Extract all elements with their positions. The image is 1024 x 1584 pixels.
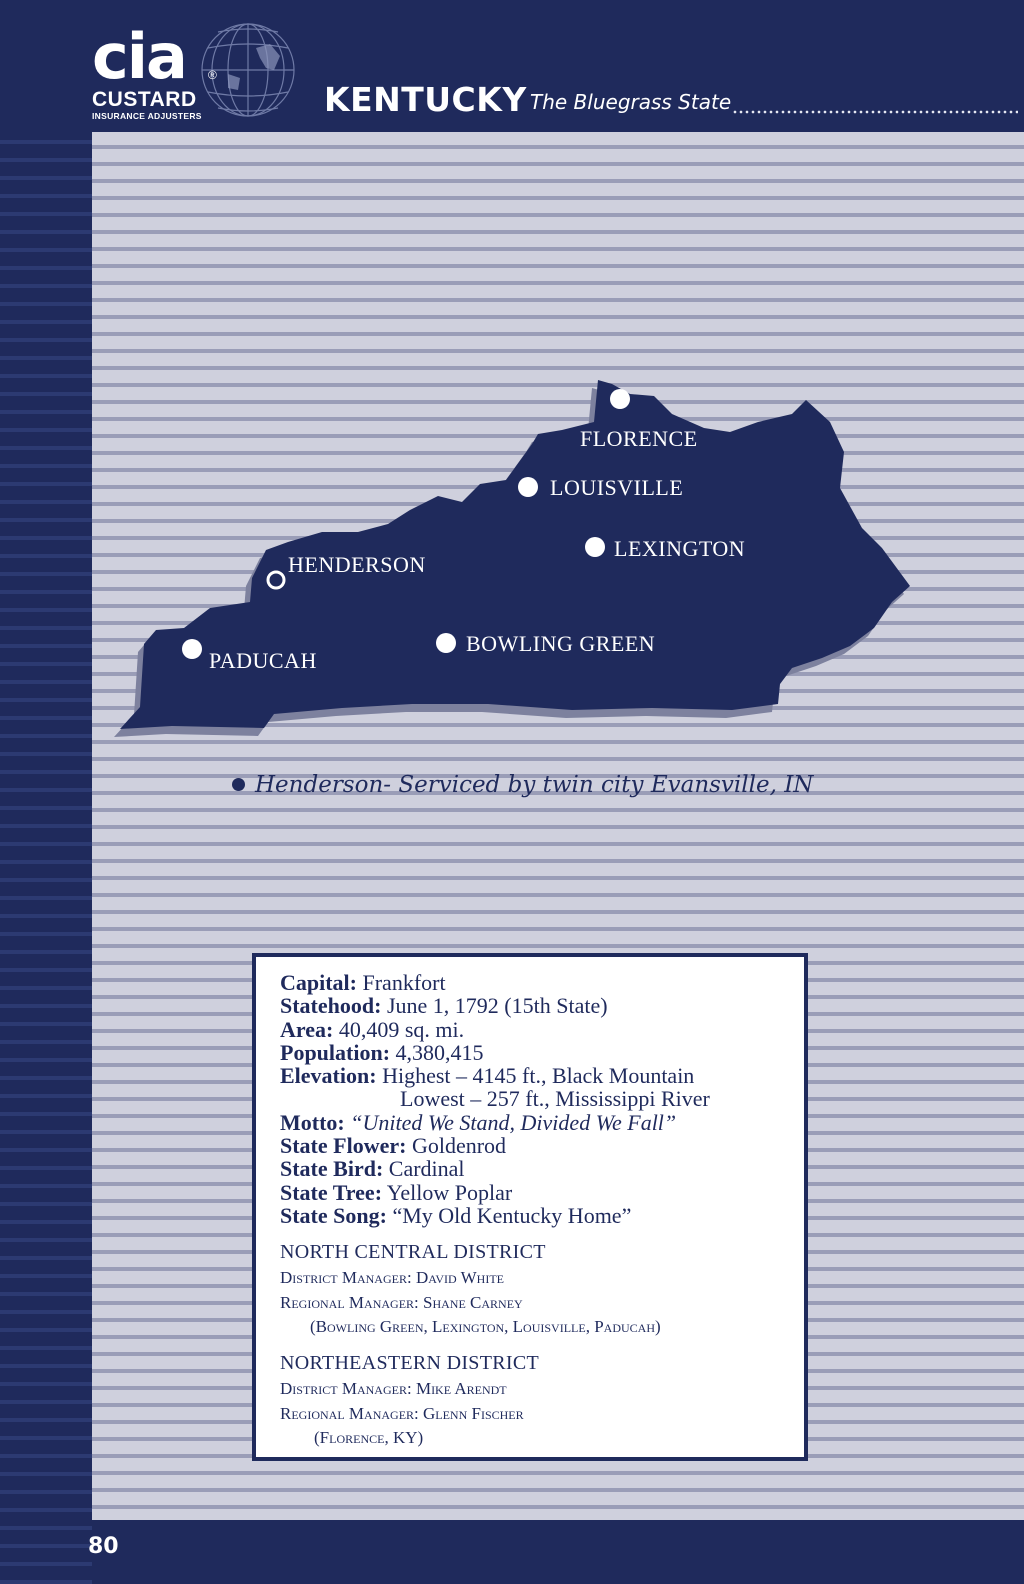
district-northeastern [280, 1350, 794, 1449]
fact-capital [280, 971, 794, 994]
state-name: KENTUCKY [324, 80, 527, 119]
district-name: NORTH CENTRAL DISTRICT [280, 1241, 546, 1264]
kentucky-map [92, 132, 1024, 832]
city-label-bowling-green: BOWLING GREEN [466, 631, 656, 656]
fact-value: “My Old Kentucky Home” [392, 1202, 632, 1228]
regional-manager: Regional Manager: Shane Carney [280, 1293, 523, 1313]
service-note-text: Henderson- Serviced by twin city Evansville, IN [255, 772, 814, 798]
fact-value: Lowest – 257 ft., Mississippi River [400, 1086, 710, 1112]
fact-label: Area: [280, 1016, 334, 1042]
fact-value: 40,409 sq. mi. [338, 1016, 465, 1042]
page-number: 80 [88, 1534, 119, 1559]
fact-value: Highest – 4145 ft., Black Mountain [382, 1063, 695, 1089]
fact-state-bird [280, 1157, 794, 1180]
city-label-florence: FLORENCE [580, 426, 698, 451]
fact-label: Statehood: [280, 993, 382, 1019]
fact-elevation-lowest [280, 1087, 794, 1110]
fact-value: June 1, 1792 (15th State) [386, 993, 608, 1019]
company-logo [90, 20, 310, 132]
city-label-louisville: LOUISVILLE [550, 475, 684, 500]
left-stripe-border [0, 0, 92, 1584]
fact-motto [280, 1111, 794, 1134]
fact-label: Population: [280, 1039, 391, 1065]
fact-label: State Bird: [280, 1156, 384, 1182]
fact-elevation [280, 1064, 794, 1087]
fact-area [280, 1018, 794, 1041]
logo-company-name: CUSTARD [92, 88, 197, 111]
city-label-lexington: LEXINGTON [614, 536, 746, 561]
district-north-central [280, 1239, 794, 1338]
district-cities: (Florence, KY) [314, 1428, 424, 1448]
bullet-icon [232, 778, 245, 791]
district-cities: (Bowling Green, Lexington, Louisville, Paducah) [310, 1317, 661, 1337]
fact-label: State Flower: [280, 1133, 407, 1159]
state-shape [120, 380, 910, 729]
city-dot-bowling-green [436, 633, 456, 653]
fact-label: State Tree: [280, 1179, 383, 1205]
fact-value: Frankfort [362, 970, 446, 995]
fact-value: Cardinal [388, 1156, 465, 1182]
district-manager: District Manager: David White [280, 1268, 504, 1288]
fact-label: Motto: [280, 1109, 345, 1135]
city-label-henderson: HENDERSON [288, 552, 426, 577]
fact-value: Yellow Poplar [386, 1179, 513, 1205]
fact-value: 4,380,415 [395, 1039, 484, 1065]
fact-state-song [280, 1204, 794, 1227]
fact-label: Elevation: [280, 1063, 377, 1089]
service-note [232, 772, 813, 798]
dotted-leader [732, 110, 1018, 114]
state-nickname: The Bluegrass State [530, 90, 732, 114]
page-header [0, 0, 1024, 132]
fact-label: State Song: [280, 1202, 387, 1228]
fact-value: Goldenrod [411, 1133, 507, 1159]
registered-mark: ® [208, 68, 217, 82]
fact-value: “United We Stand, Divided We Fall” [350, 1109, 677, 1135]
district-manager: District Manager: Mike Arendt [280, 1379, 507, 1399]
city-label-paducah: PADUCAH [209, 648, 317, 673]
fact-statehood [280, 994, 794, 1017]
district-name: NORTHEASTERN DISTRICT [280, 1352, 539, 1375]
city-dot-florence [610, 389, 630, 409]
city-dot-lexington [585, 537, 605, 557]
fact-state-tree [280, 1181, 794, 1204]
regional-manager: Regional Manager: Glenn Fischer [280, 1404, 524, 1424]
state-facts-box [252, 953, 808, 1461]
fact-population [280, 1041, 794, 1064]
logo-tagline: INSURANCE ADJUSTERS [92, 111, 202, 121]
fact-state-flower [280, 1134, 794, 1157]
city-dot-paducah [182, 639, 202, 659]
logo-wordmark: cia [92, 20, 186, 93]
fact-label: Capital: [280, 970, 357, 995]
city-dot-louisville [518, 477, 538, 497]
